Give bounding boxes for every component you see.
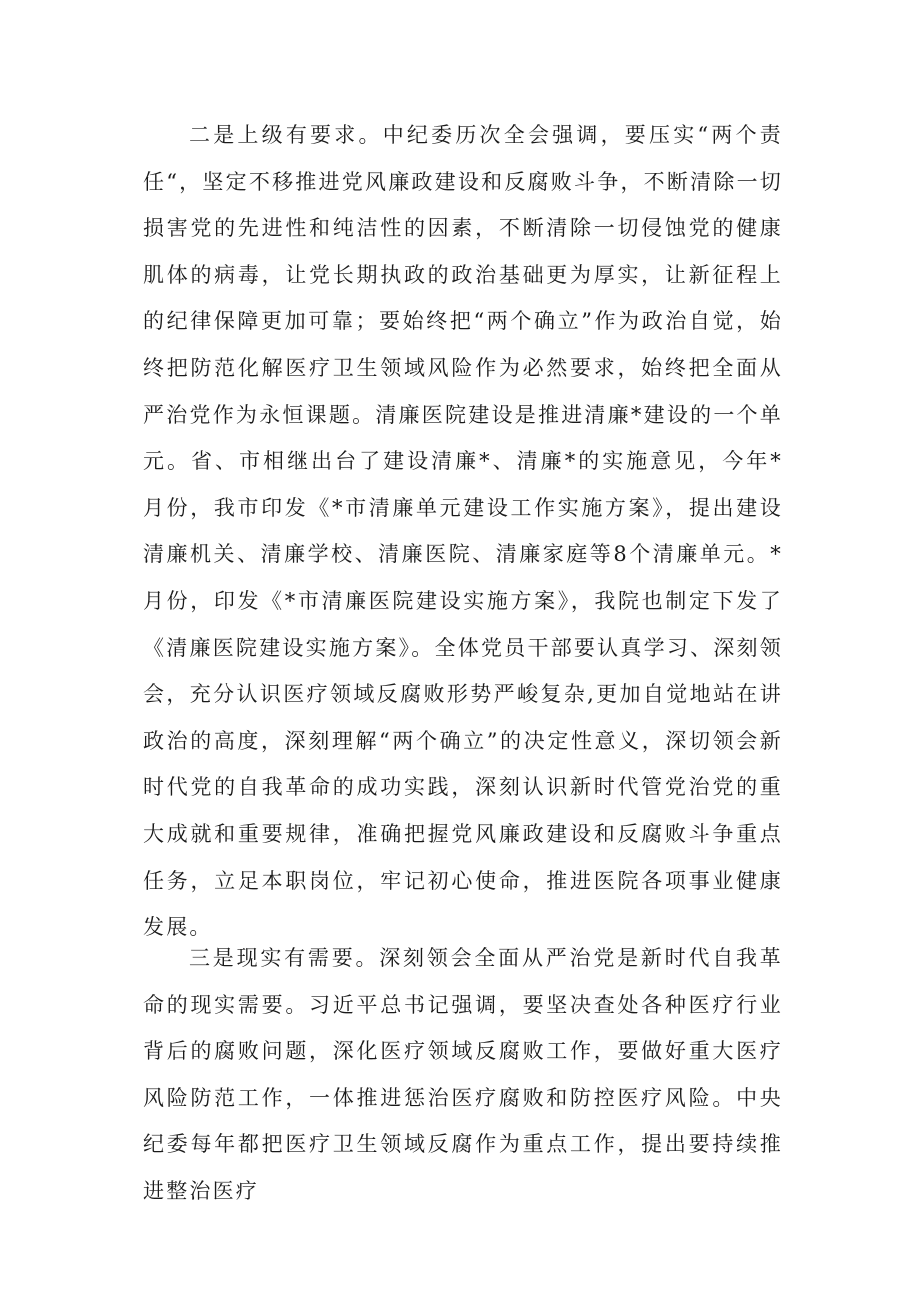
paragraph-practical-needs: 三是现实有需要。深刻领会全面从严治党是新时代自我革命的现实需要。习近平总书记强调，要坚决查处各种医疗行业背后的腐败问题，深化医疗领域反腐败工作，要做好重大医疗风险防范工作，一体推进惩治医疗腐败和防控医疗风险。中央纪委每年都把医疗卫生领域反腐作为重点工作，提出要持续推进整治医疗: [143, 946, 783, 1203]
paragraph-block-2: [143, 935, 783, 1215]
paragraph-block-1: [143, 112, 783, 951]
paragraph-higher-requirements: 二是上级有要求。中纪委历次全会强调，要压实“两个责任“，坚定不移推进党风廉政建设和反腐败斗争，不断清除一切损害党的先进性和纯洁性的因素，不断清除一切侵蚀党的健康肌体的病毒，让党长期执政的政治基础更为厚实，让新征程上的纪律保障更加可靠；要始终把“两个确立”作为政治自觉，始终把防范化解医疗卫生领域风险作为必然要求，始终把全面从严治党作为永恒课题。清廉医院建设是推进清廉*建设的一个单元。省、市相继出台了建设清廉*、清廉*的实施意见，今年*月份，我市印发《*市清廉单元建设工作实施方案》，提出建设清廉机关、清廉学校、清廉医院、清廉家庭等8个清廉单元。*月份，印发《*市清廉医院建设实施方案》，我院也制定下发了《清廉医院建设实施方案》。全体党员干部要认真学习、深刻领会，充分认识医疗领域反腐败形势严峻复杂,更加自觉地站在讲政治的高度，深刻理解“两个确立”的决定性意义，深切领会新时代党的自我革命的成功实践，深刻认识新时代管党治党的重大成就和重要规律，准确把握党风廉政建设和反腐败斗争重点任务，立足本职岗位，牢记初心使命，推进医院各项事业健康发展。: [143, 123, 783, 940]
